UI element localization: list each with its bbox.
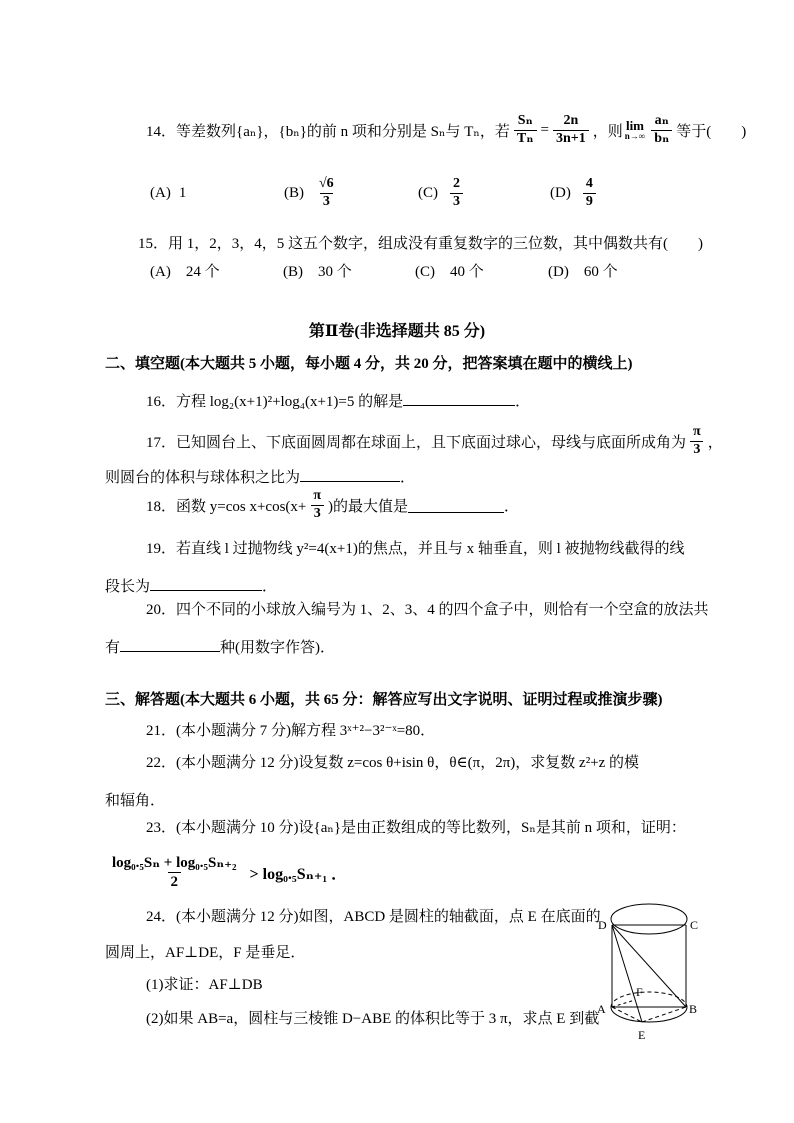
q14-options-row (0, 170, 794, 220)
q18-period: ． (504, 498, 520, 515)
q19-period: ． (262, 579, 278, 595)
q16-text: 16．方程 log₂(x+1)²+log₄(x+1)=5 的解是 (146, 394, 404, 410)
q14-option-c-label: (C) (418, 184, 438, 201)
figure-label-B: B (689, 1002, 698, 1016)
q14-f1-numerator: Sₙ (517, 112, 533, 128)
q19-answer-blank (150, 576, 262, 591)
question-24-part2: (2)如果 AB=a，圆柱与三棱锥 D−ABE 的体积比等于 3 π，求点 E 到截 (146, 1011, 600, 1027)
figure-label-F: F (636, 985, 643, 999)
q14-option-a (150, 170, 186, 216)
q17-pi-over-3-fraction (690, 424, 704, 459)
question-15-stem: 15．用 1，2，3，4，5 这五个数字，组成没有重复数字的三位数，其中偶数共有( ) (138, 236, 703, 252)
q14-option-d (550, 170, 600, 216)
question-24-line2: 圆周上，AF⊥DE，F 是垂足． (105, 945, 306, 961)
question-22-line2: 和辐角． (105, 793, 166, 809)
q14-option-c (418, 170, 467, 216)
q17-comma: ， (707, 434, 723, 451)
q16-period: ． (515, 394, 531, 410)
question-19-line1: 19．若直线 l 过抛物线 y²=4(x+1)的焦点，并且与 x 轴垂直，则 l 被抛物线截得的线 (146, 541, 685, 557)
q23-frac-numerator: log₀.₅Sₙ + log₀.₅Sₙ₊₂ (112, 855, 237, 871)
q14-option-b-label: (B) (284, 184, 304, 201)
q14-f2-denominator: 3n+1 (553, 130, 589, 148)
q14-option-b-denominator: 3 (320, 193, 333, 211)
q14-fraction-an-bn (651, 113, 672, 148)
q18-text-mid: )的最大值是 (328, 498, 409, 515)
cylinder-bottom-back-arc (611, 992, 687, 1007)
q14-option-b-fraction (316, 176, 337, 211)
part2-section-header: 第Ⅱ卷(非选择题共 85 分) (308, 323, 486, 340)
q14-limit-operator (625, 119, 645, 141)
question-24-line1: 24．(本小题满分 12 分)如图，ABCD 是圆柱的轴截面，点 E 在底面的 (146, 909, 601, 925)
q18-answer-blank (408, 498, 504, 513)
q15-options-row (0, 255, 794, 285)
question-14-stem (146, 102, 746, 158)
figure-label-C: C (690, 918, 699, 932)
q23-frac-denominator: 2 (168, 872, 182, 891)
fill-in-section-header: 二、填空题(本大题共 5 小题，每小题 4 分，共 20 分，把答案填在题中的横线上) (105, 356, 633, 372)
figure-label-E: E (638, 1028, 646, 1042)
q14-option-b (284, 170, 341, 216)
q14-option-d-denominator: 9 (583, 193, 596, 211)
q17-answer-blank (300, 467, 400, 482)
q14-f2-numerator: 2n (563, 112, 579, 128)
figure-label-A: A (597, 1002, 606, 1016)
q14-option-c-fraction (450, 176, 463, 211)
q20-answer-blank (120, 637, 220, 652)
q14-lead-text: 14．等差数列{aₙ}，{bₙ}的前 n 项和分别是 Sₙ与 Tₙ，若 (146, 123, 510, 140)
question-23-formula (105, 845, 347, 900)
q17-line1-text: 17．已知圆台上、下底面圆周都在球面上，且下底面过球心，母线与底面所成角为 (146, 434, 687, 451)
q14-f1-denominator: Tₙ (514, 130, 537, 148)
q15-option-a: (A) 24 个 (150, 263, 220, 280)
segment-AF (612, 1000, 635, 1007)
q18-text-pre: 18．函数 y=cos x+cos(x+ (146, 498, 307, 515)
q14-lim-subscript: n→∞ (624, 131, 646, 141)
q19-line2-text: 段长为 (105, 579, 151, 595)
q14-f3-denominator: bₙ (651, 130, 672, 148)
cylinder-figure (592, 897, 706, 1045)
question-19-line2 (105, 575, 277, 596)
q15-option-b: (B) 30 个 (283, 263, 352, 280)
question-16 (146, 390, 530, 411)
q14-option-a-value: 1 (178, 184, 187, 201)
q18-pi-over-3-fraction (310, 488, 324, 523)
question-20-line2 (105, 636, 335, 657)
q14-lim-word: lim (625, 118, 645, 133)
q14-option-a-label: (A) (150, 184, 171, 201)
q16-answer-blank (403, 391, 515, 406)
q14-option-d-numerator: 4 (585, 175, 593, 191)
q18-frac-numerator: π (313, 487, 322, 503)
solutions-section-header: 三、解答题(本大题共 6 小题，共 65 分：解答应写出文字说明、证明过程或推演步骤) (105, 692, 663, 708)
q14-option-c-numerator: 2 (453, 175, 460, 191)
cylinder-diagram-svg (592, 897, 706, 1045)
q17-line2-text: 则圆台的体积与球体积之比为 (105, 470, 301, 486)
question-18 (146, 482, 519, 528)
q14-equals-sign: = (540, 121, 549, 138)
q14-option-d-fraction (583, 176, 596, 211)
q14-fraction-2n-3n1 (553, 113, 589, 148)
q14-tail-text: 等于( ) (676, 123, 747, 140)
q20-line2-post: 种(用数字作答)． (220, 640, 336, 656)
q17-period: ． (400, 470, 416, 486)
segment-EB (642, 1007, 686, 1022)
q17-frac-numerator: π (693, 423, 701, 439)
q14-f3-numerator: aₙ (654, 112, 669, 128)
q14-option-b-numerator: √6 (319, 175, 334, 191)
q20-line2-pre: 有 (105, 640, 121, 656)
segment-DB (612, 925, 686, 1007)
question-24-part1: (1)求证：AF⊥DB (146, 977, 263, 993)
question-23-line1: 23．(本小题满分 10 分)设{aₙ}是由正数组成的等比数列，Sₙ是其前 n 项和，证明： (146, 820, 686, 836)
q15-option-d: (D) 60 个 (548, 263, 618, 280)
q18-frac-denominator: 3 (311, 505, 324, 523)
q14-option-c-denominator: 3 (450, 193, 463, 211)
q14-mid-text: ，则 (592, 123, 623, 140)
question-22-line1: 22．(本小题满分 12 分)设复数 z=cos θ+isin θ，θ∈(π，2π)，求复数 z²+z 的模 (146, 755, 640, 771)
q23-inequality-rhs: > log₀.₅Sₙ₊₁ ． (249, 866, 348, 883)
q23-log-fraction (109, 854, 240, 891)
q14-option-d-label: (D) (550, 184, 571, 201)
q14-fraction-sn-tn (514, 113, 537, 148)
q17-frac-denominator: 3 (690, 441, 703, 459)
figure-label-D: D (598, 918, 607, 932)
question-17-line1 (146, 418, 723, 464)
question-21: 21．(本小题满分 7 分)解方程 3ˣ⁺²−3²⁻ˣ=80． (146, 723, 436, 739)
question-20-line1: 20．四个不同的小球放入编号为 1、2、3、4 的四个盒子中，则恰有一个空盒的放法共 (146, 602, 709, 618)
cylinder-top-ellipse (611, 904, 687, 934)
q15-option-c: (C) 40 个 (415, 263, 484, 280)
